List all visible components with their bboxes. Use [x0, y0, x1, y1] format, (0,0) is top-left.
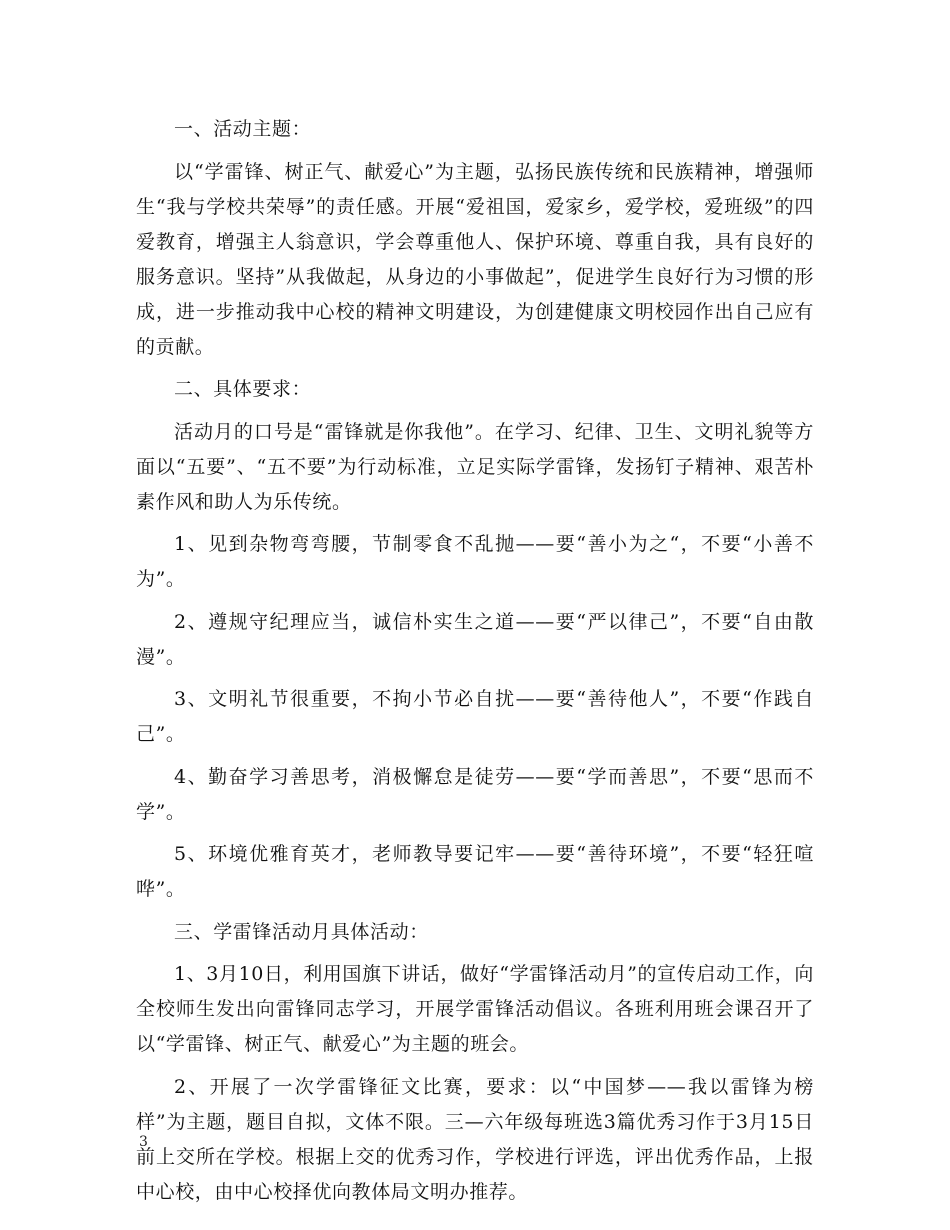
requirement-item-5: 5、环境优雅育英才，老师教导要记牢——要“善待环境”，不要“轻狂喧哗”。	[136, 843, 814, 900]
requirement-item-2: 2、遵规守纪理应当，诚信朴实生之道——要“严以律己”，不要“自由散漫”。	[136, 610, 814, 668]
requirement-item-4: 4、勤奋学习善思考，消极懈怠是徒劳——要“学而善思”，不要“思而不学”。	[136, 765, 814, 823]
heading-activities: 三、学雷锋活动月具体活动：	[174, 920, 429, 943]
requirement-item-3: 3、文明礼节很重要，不拘小节必自扰——要“善待他人”，不要“作践自己”。	[136, 688, 814, 745]
requirement-item-1: 1、见到杂物弯弯腰，节制零食不乱抛——要“善小为之“，不要“小善不为”。	[136, 533, 814, 590]
activity-item-1: 1、3月10日，利用国旗下讲话，做好“学雷锋活动月”的宣传启动工作，向全校师生发出向雷锋同志学习，开展学雷锋活动倡议。各班利用班会课召开了以“学雷锋、树正气、献爱心”为主题的班会。	[136, 963, 814, 1055]
heading-activity-theme: 一、活动主题：	[174, 118, 312, 140]
page-number: 3	[139, 1134, 148, 1150]
paragraph-requirements-intro: 活动月的口号是“雷锋就是你我他”。在学习、纪律、卫生、文明礼貌等方面以“五要”、“五不要”为行动标准，立足实际学雷锋，发扬钉子精神、艰苦朴素作风和助人为乐传统。	[136, 420, 814, 513]
document-body	[136, 112, 814, 1217]
paragraph-activity-theme: 以“学雷锋、树正气、献爱心”为主题，弘扬民族传统和民族精神，增强师生“我与学校共荣辱”的责任感。开展“爱祖国，爱家乡，爱学校，爱班级”的四爱教育，增强主人翁意识，学会尊重他人、保护环境、尊重自我，具有良好的服务意识。坚持”从我做起，从身边的小事做起”，促进学生良好行为习惯的形成，进一步推动我中心校的精神文明建设，为创建健康文明校园作出自己应有的贡献。	[136, 160, 814, 358]
heading-specific-requirements: 二、具体要求：	[174, 378, 312, 400]
activity-item-2: 2、开展了一次学雷锋征文比赛，要求：以“中国梦——我以雷锋为榜样”为主题，题目自拟，文体不限。三—六年级每班选3篇优秀习作于3月15日前上交所在学校。根据上交的优秀习作，学校进行评选，评出优秀作品，上报中心校，由中心校择优向教体局文明办推荐。	[136, 1075, 814, 1203]
